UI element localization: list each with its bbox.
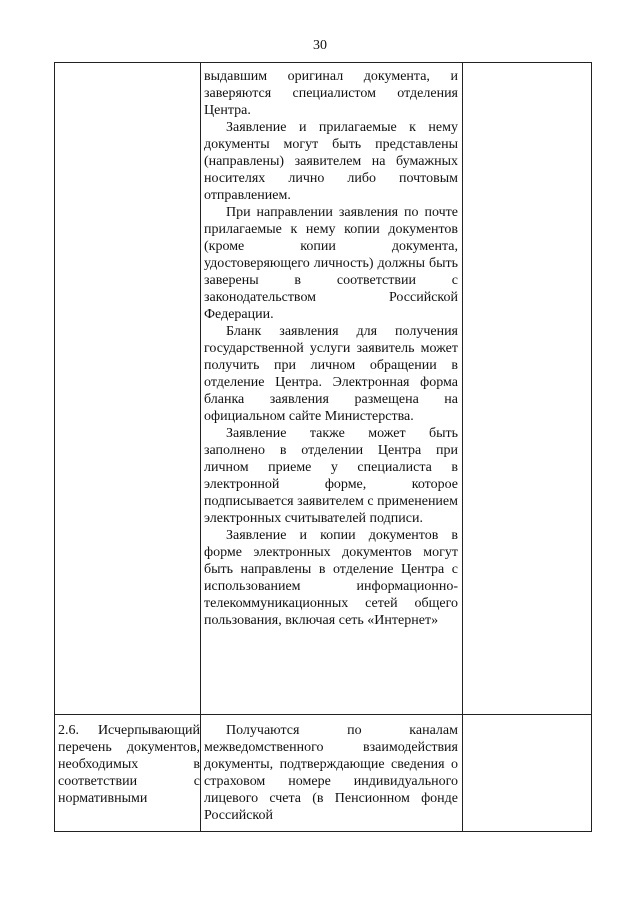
table-border-top <box>54 62 592 63</box>
row1-description-cell <box>204 68 458 629</box>
row2-description-cell <box>204 722 458 824</box>
table-border-bottom <box>54 831 592 832</box>
table-border-right <box>591 62 592 832</box>
paragraph-6: Заявление и копии документов в форме электронных документов могут быть направлены в отделение Центра с использованием информационно-телекоммуникационных сетей общего пользования, включая сеть «Интернет» <box>204 528 458 628</box>
row2-section-heading-cell <box>58 722 200 807</box>
document-table <box>54 62 592 832</box>
section-description-text: Получаются по каналам межведомственного взаимодействия документы, подтверждающие сведения о страховом номере индивидуального лицевого счета (в Пенсионном фонде Российской <box>204 723 458 823</box>
paragraph-4: Бланк заявления для получения государственной услуги заявитель может получить при личном обращении в отделение Центра. Электронная форма бланка заявления размещена на официальном сайте Министерства. <box>204 324 458 424</box>
table-border-left <box>54 62 55 832</box>
paragraph-5: Заявление также может быть заполнено в отделении Центра при личном приеме у специалиста в электронной форме, которое подписывается заявителем с применением электронных считывателей подписи. <box>204 426 458 526</box>
column-divider-1 <box>200 62 201 832</box>
paragraph-3: При направлении заявления по почте прилагаемые к нему копии документов (кроме копии документа, удостоверяющего личность) должны быть заверены в соответствии с законодательством Российской Федерации. <box>204 205 458 322</box>
paragraph-2: Заявление и прилагаемые к нему документы могут быть представлены (направлены) заявителем на бумажных носителях лично либо почтовым отправлением. <box>204 120 458 203</box>
paragraph-1: выдавшим оригинал документа, и заверяются специалистом отделения Центра. <box>204 69 458 118</box>
page-number: 30 <box>313 38 327 53</box>
section-heading-text: 2.6. Исчерпывающий перечень документов, необходимых в соответствии с нормативными <box>58 723 200 806</box>
column-divider-2 <box>462 62 463 832</box>
row-divider <box>54 714 592 715</box>
